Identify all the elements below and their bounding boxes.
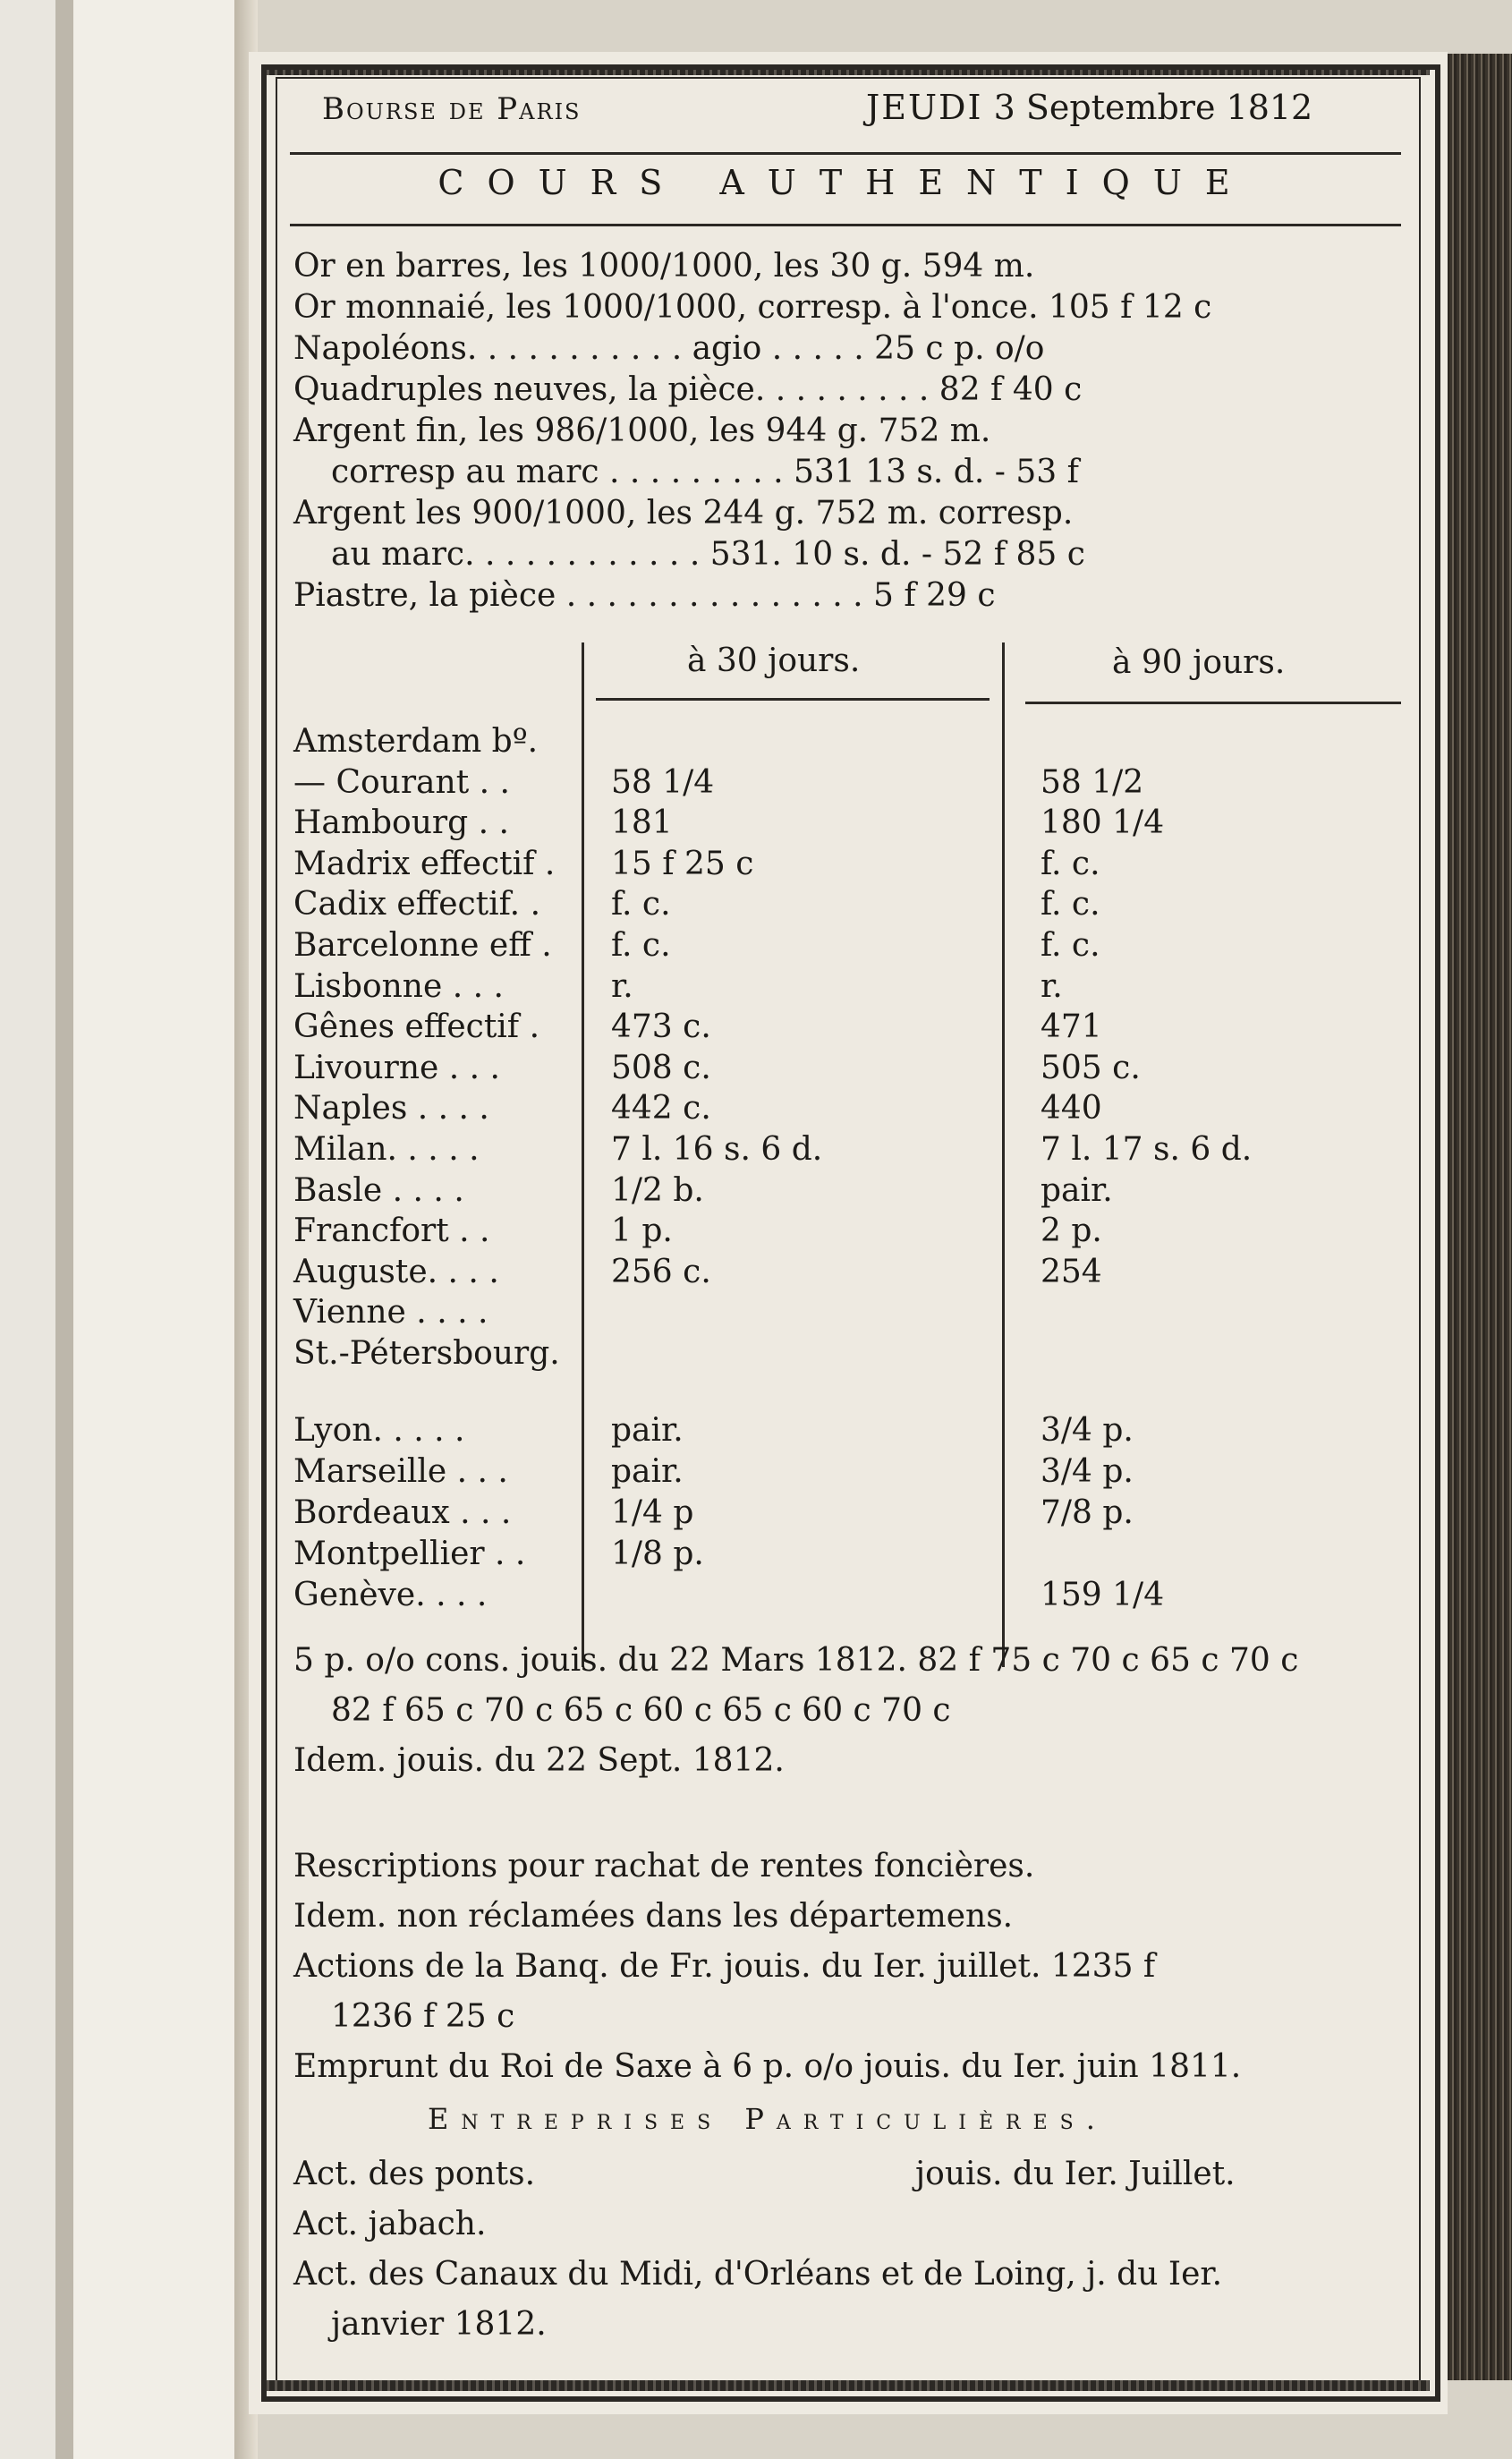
exchange-rate-90: 180 1/4 [1041,804,1165,842]
exchange-rate-30: 256 c. [611,1253,711,1290]
exchange-city: Amsterdam bº. [293,723,539,760]
exchange-rate-90: pair. [1041,1171,1113,1209]
entreprise-canaux: Act. des Canaux du Midi, d'Orléans et de Loing, j. du Ier. [293,2256,1223,2293]
header-date-text: 3 Septembre 1812 [993,88,1313,127]
exchange-city: Francfort . . [293,1212,490,1250]
binding-gutter [55,0,73,2459]
facing-page [73,0,250,2459]
header-rule [290,152,1401,155]
exchange-rate-90: 159 1/4 [1041,1577,1165,1613]
bottom-line: Idem. non réclamées dans les départemens. [293,1898,1014,1935]
exchange-rate-90: f. c. [1041,886,1100,923]
entreprise-jabach: Act. jabach. [293,2206,487,2242]
exchange-city: Auguste. . . . [293,1253,499,1290]
metals-line: Quadruples neuves, la pièce. . . . . . . . . 82 f 40 c [293,371,1083,408]
title-rule [290,224,1401,226]
exchange-city: St.-Pétersbourg. [293,1335,560,1372]
metals-line: au marc. . . . . . . . . . . . 531. 10 s. d. - 52 f 85 c [331,536,1085,573]
exchange-rate-90: 254 [1041,1253,1102,1290]
metals-line: Argent les 900/1000, les 244 g. 752 m. corresp. [293,495,1074,532]
bottom-line: Actions de la Banq. de Fr. jouis. du Ier. juillet. 1235 f [293,1948,1156,1985]
exchange-city: Basle . . . . [293,1171,464,1209]
table-divider-right [1002,642,1005,1667]
exchange-rate-90: 2 p. [1041,1212,1102,1250]
header-day: JEUDI [866,88,983,127]
header-date [866,88,1312,127]
exchange-city: Lisbonne . . . [293,967,504,1005]
exchange-rate-90: 440 [1041,1090,1102,1127]
exchange-rate-30: 181 [611,804,673,842]
exchange-city: Marseille . . . [293,1453,508,1490]
exchange-city: Lyon. . . . . [293,1412,465,1449]
rentes-line: Idem. jouis. du 22 Sept. 1812. [293,1742,785,1779]
exchange-city: Hambourg . . [293,804,509,842]
entreprises-heading: Entreprises Particulières. [428,2102,1108,2136]
bottom-line: Rescriptions pour rachat de rentes foncières. [293,1848,1035,1885]
metals-line: corresp au marc . . . . . . . . . 531 13 s. d. - 53 f [331,454,1079,490]
page-title: COURS AUTHENTIQUE [437,163,1253,202]
exchange-rate-90: f. c. [1041,927,1100,964]
exchange-city: Barcelonne eff . [293,927,552,964]
column-header-90: à 90 jours. [1112,644,1286,681]
entreprise-canaux-date: janvier 1812. [331,2306,547,2343]
exchange-city: Bordeaux . . . [293,1494,512,1531]
metals-line: Piastre, la pièce . . . . . . . . . . . . . . . 5 f 29 c [293,577,996,614]
document-page [249,52,1448,2414]
exchange-rate-30: pair. [611,1453,684,1490]
rentes-line: 5 p. o/o cons. jouis. du 22 Mars 1812. 82 f 75 c 70 c 65 c 70 c [293,1642,1299,1679]
bottom-line: Emprunt du Roi de Saxe à 6 p. o/o jouis. du Ier. juin 1811. [293,2048,1242,2085]
exchange-rate-30: 1/4 p [611,1494,694,1531]
page-edges [1442,54,1512,2380]
exchange-rate-90: r. [1041,967,1063,1005]
exchange-city: — Courant . . [293,763,510,801]
column-rule-30 [596,698,990,701]
exchange-rate-30: r. [611,967,633,1005]
exchange-rate-30: 508 c. [611,1049,711,1086]
header-left: Bourse de Paris [322,91,582,127]
metals-line: Argent fin, les 986/1000, les 944 g. 752 m. [293,413,991,449]
metals-line: Or en barres, les 1000/1000, les 30 g. 594 m. [293,248,1035,285]
exchange-city: Madrix effectif . [293,845,556,882]
exchange-rate-90: f. c. [1041,845,1100,882]
frame-bottom-band [261,2380,1430,2391]
exchange-city: Gênes effectif . [293,1008,540,1046]
exchange-rate-30: 442 c. [611,1090,711,1127]
exchange-rate-30: 1 p. [611,1212,673,1250]
exchange-rate-30: f. c. [611,886,671,923]
metals-line: Napoléons. . . . . . . . . . . agio . . . . . 25 c p. o/o [293,330,1045,367]
exchange-city: Cadix effectif. . [293,886,541,923]
exchange-rate-90: 7/8 p. [1041,1494,1134,1531]
metals-line: Or monnaié, les 1000/1000, corresp. à l'once. 105 f 12 c [293,289,1212,326]
exchange-rate-90: 58 1/2 [1041,763,1144,801]
exchange-rate-90: 3/4 p. [1041,1412,1134,1449]
exchange-city: Livourne . . . [293,1049,500,1086]
column-rule-90 [1025,702,1401,704]
left-page-margin [0,0,55,2459]
exchange-rate-30: 7 l. 16 s. 6 d. [611,1131,823,1168]
exchange-rate-30: 473 c. [611,1008,711,1046]
rentes-line: 82 f 65 c 70 c 65 c 60 c 65 c 60 c 70 c [331,1692,951,1729]
table-divider-left [582,642,584,1667]
exchange-city: Genève. . . . [293,1577,488,1613]
entreprise-ponts-jouis: jouis. du Ier. Juillet. [915,2156,1236,2192]
exchange-rate-30: 15 f 25 c [611,845,754,882]
exchange-rate-30: pair. [611,1412,684,1449]
exchange-rate-30: 58 1/4 [611,763,715,801]
exchange-city: Vienne . . . . [293,1294,488,1332]
column-header-30: à 30 jours. [687,642,861,679]
entreprise-ponts: Act. des ponts. [293,2156,536,2192]
exchange-rate-30: 1/2 b. [611,1171,704,1209]
exchange-rate-90: 7 l. 17 s. 6 d. [1041,1131,1253,1168]
bottom-line: 1236 f 25 c [331,1998,515,2035]
exchange-city: Milan. . . . . [293,1131,480,1168]
exchange-rate-30: 1/8 p. [611,1536,704,1572]
exchange-rate-30: f. c. [611,927,671,964]
exchange-city: Montpellier . . [293,1536,526,1572]
exchange-rate-90: 471 [1041,1008,1102,1046]
exchange-city: Naples . . . . [293,1090,489,1127]
exchange-rate-90: 3/4 p. [1041,1453,1134,1490]
exchange-rate-90: 505 c. [1041,1049,1141,1086]
